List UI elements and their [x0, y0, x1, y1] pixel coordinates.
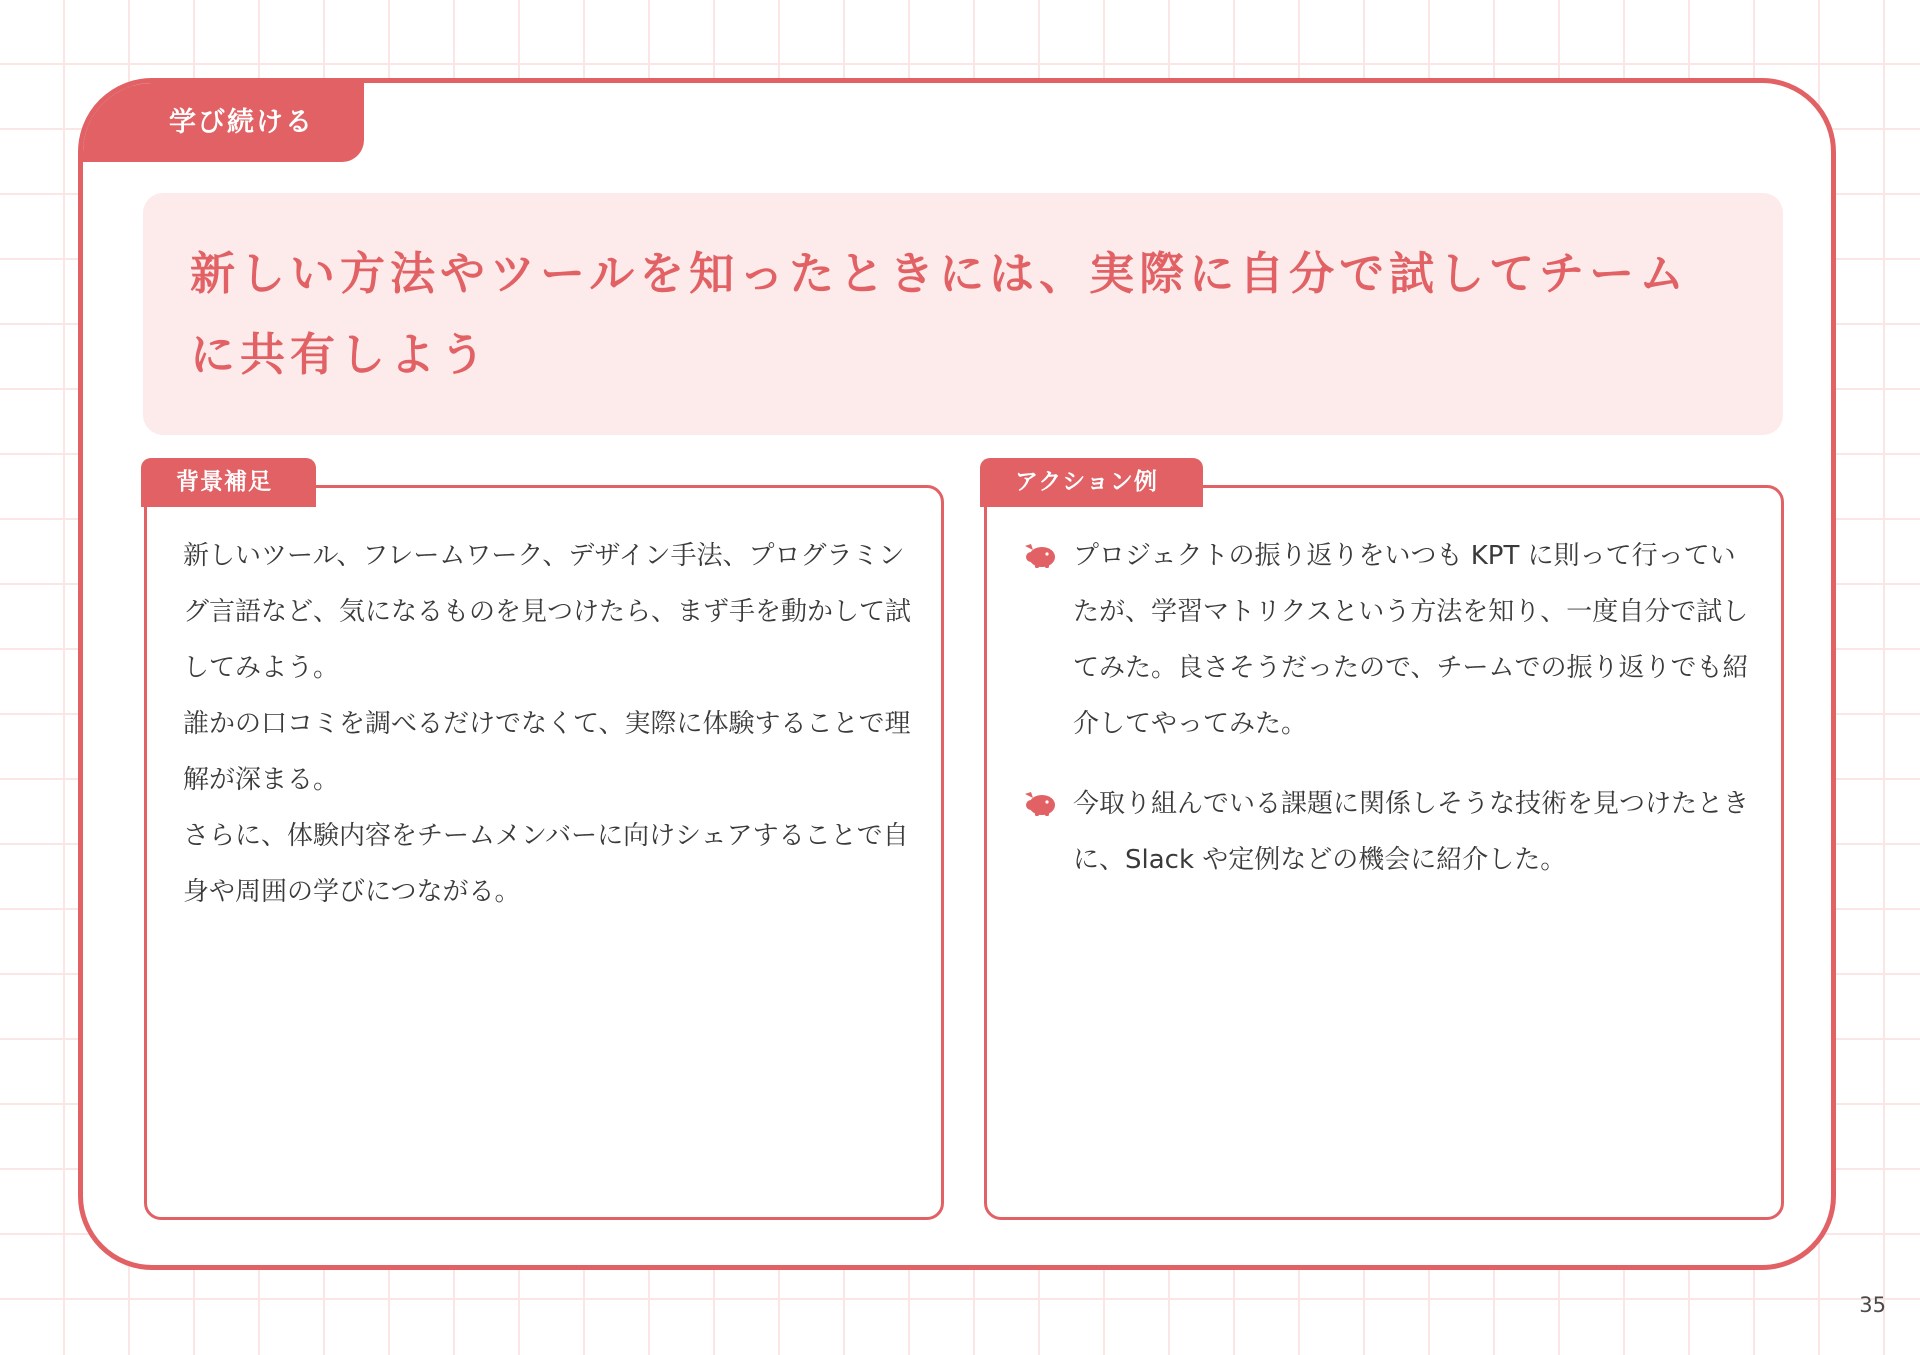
section-tab: 学び続ける	[83, 83, 364, 162]
content-card	[78, 78, 1836, 1270]
actions-body	[1023, 528, 1751, 912]
list-item	[1023, 776, 1751, 888]
pig-icon	[1023, 542, 1057, 568]
action-text: 今取り組んでいる課題に関係しそうな技術を見つけたときに、Slack や定例などの機会に紹介した。	[1073, 789, 1750, 875]
action-text: プロジェクトの振り返りをいつも KPT に則って行っていたが、学習マトリクスという方法を知り、一度自分で試してみた。良さそうだったので、チームでの振り返りでも紹介してやってみた。	[1073, 541, 1749, 739]
headline-box	[143, 193, 1783, 435]
background-paragraph: 誰かの口コミを調べるだけでなくて、実際に体験することで理解が深まる。	[183, 709, 911, 795]
list-item	[1023, 528, 1751, 752]
pig-icon	[1023, 790, 1057, 816]
page-number: 35	[1859, 1293, 1886, 1317]
background-tab: 背景補足	[141, 458, 316, 507]
background-paragraph: さらに、体験内容をチームメンバーに向けシェアすることで自身や周囲の学びにつながる。	[183, 821, 909, 907]
page-title: 新しい方法やツールを知ったときには、実際に自分で試してチームに共有しよう	[190, 247, 1690, 381]
background-panel	[144, 485, 944, 1220]
action-list	[1023, 528, 1751, 888]
background-paragraph: 新しいツール、フレームワーク、デザイン手法、プログラミング言語など、気になるものを見つけたら、まず手を動かして試してみよう。	[183, 541, 912, 683]
actions-tab: アクション例	[980, 458, 1203, 507]
background-body	[183, 528, 911, 920]
actions-panel	[984, 485, 1784, 1220]
